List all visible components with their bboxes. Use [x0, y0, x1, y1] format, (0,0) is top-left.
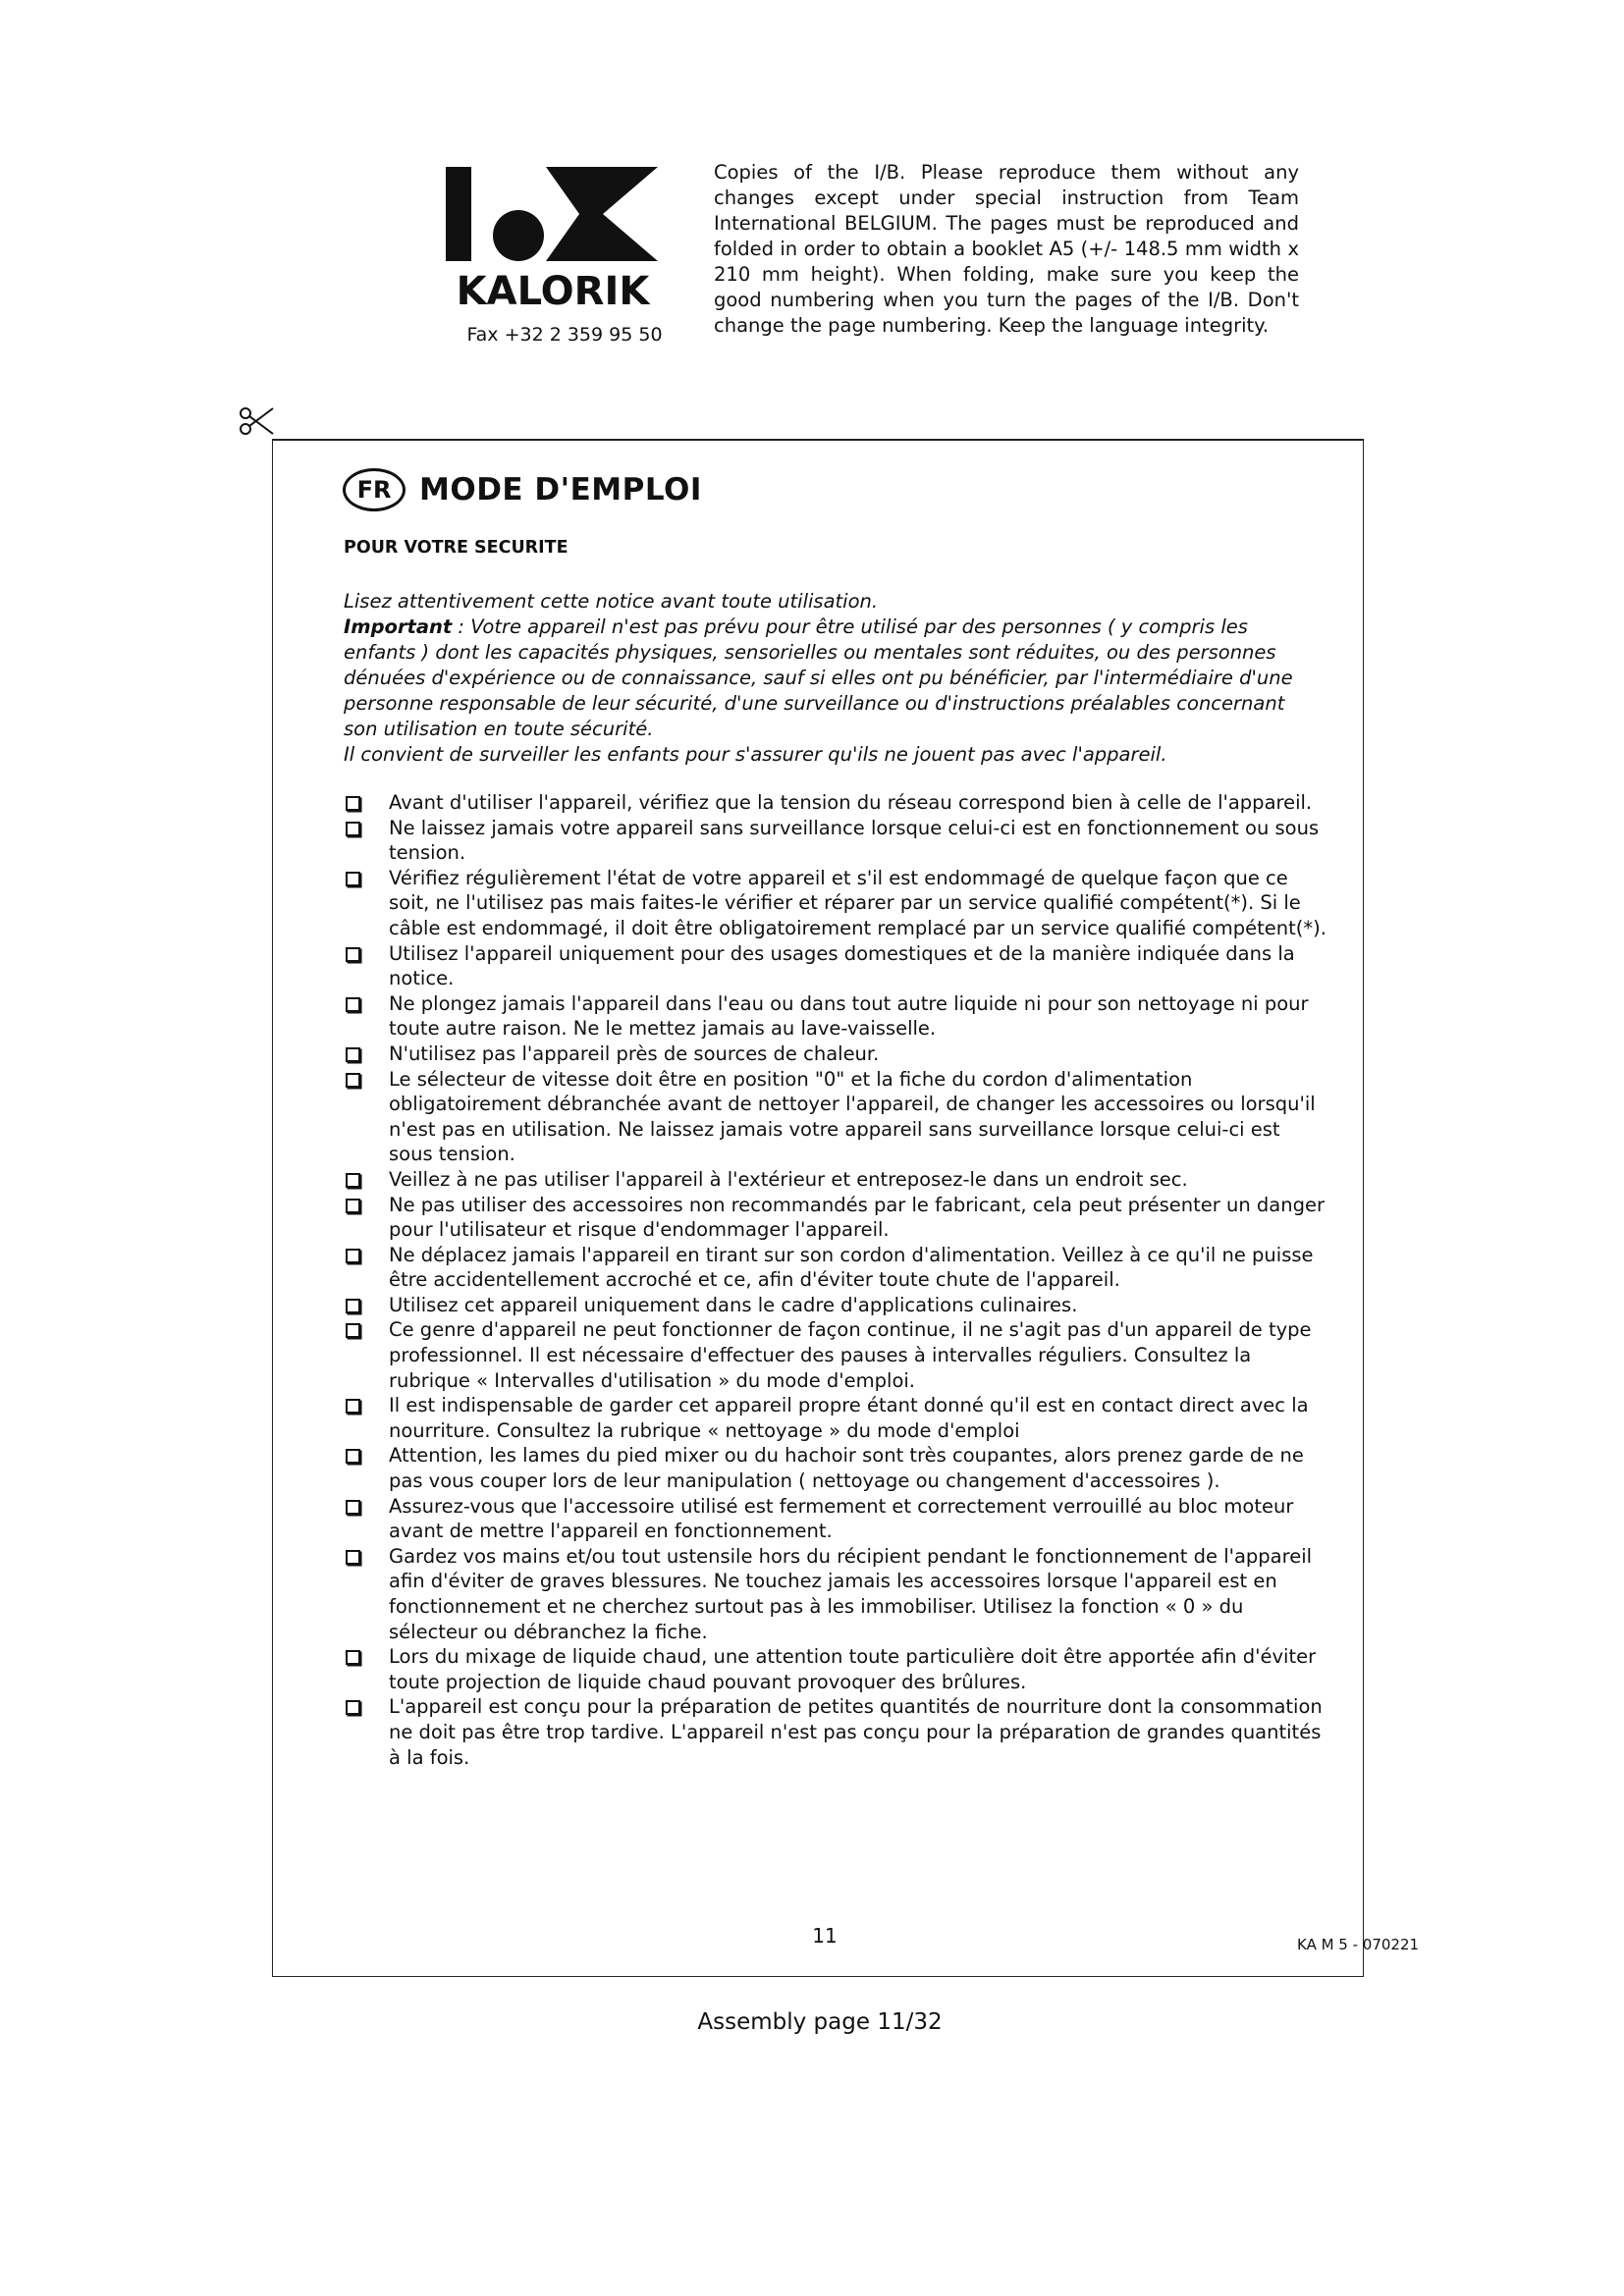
checkbox-bullet-icon — [346, 1199, 360, 1213]
checkbox-bullet-icon — [346, 1550, 360, 1565]
list-item — [344, 1067, 1328, 1167]
list-item-text: Ne plongez jamais l'appareil dans l'eau ou dans tout autre liquide ni pour son nettoyage ni pour toute autre raison. Ne le mettez jamais au lave-vaisselle. — [389, 991, 1309, 1041]
safety-instructions — [344, 790, 1328, 1770]
list-item-text: Utilisez cet appareil uniquement dans le cadre d'applications culinaires. — [389, 1293, 1078, 1316]
list-item — [344, 1694, 1328, 1770]
checkbox-bullet-icon — [346, 822, 360, 836]
list-item-text: L'appareil est conçu pour la préparation de petites quantités de nourriture dont la consommation ne doit pas être trop tardive. L'appareil n'est pas conçu pour la préparation de grandes quantités à la fois. — [389, 1695, 1323, 1769]
list-item — [344, 1167, 1328, 1193]
page-number: 11 — [812, 1924, 838, 1948]
intro-paragraph — [344, 589, 1301, 768]
list-item-text: Ne déplacez jamais l'appareil en tirant sur son cordon d'alimentation. Veillez à ce qu'il ne puisse être accidentellement accroché et ce, afin d'éviter toute chute de l'appareil. — [389, 1243, 1314, 1292]
kalorik-logo — [444, 165, 662, 312]
list-item-text: Ce genre d'appareil ne peut fonctionner de façon continue, il ne s'agit pas d'un appareil de type professionnel. Il est nécessaire d'effectuer des pauses à intervalles réguliers. Consultez la rubrique « Intervalles d'utilisation » du mode d'emploi. — [389, 1318, 1312, 1392]
list-item — [344, 991, 1328, 1041]
copies-note: Copies of the I/B. Please reproduce them without any changes except under special instruction from Team International BELGIUM. The pages must be reproduced and folded in order to obtain a booklet A5 (+/- 148.5 mm width x 210 mm height). When folding, make sure you keep the good numbering when you turn the pages of the I/B. Don't change the page numbering. Keep the language integrity. — [714, 161, 1299, 337]
checkbox-bullet-icon — [346, 872, 360, 886]
list-item-text: Vérifiez régulièrement l'état de votre appareil et s'il est endommagé de quelque façon que ce soit, ne l'utilisez pas mais faites-le vérifier et réparer par un service qualifié compétent(*). Si le câble est endommagé, il doit être obligatoirement remplacé par un service qualifié compétent(*). — [389, 866, 1326, 939]
assembly-page-label: Assembly page 11/32 — [697, 2009, 943, 2035]
list-item-text: Ne pas utiliser des accessoires non recommandés par le fabricant, cela peut présenter un danger pour l'utilisateur et risque d'endommager l'appareil. — [389, 1193, 1325, 1242]
list-item-text: Utilisez l'appareil uniquement pour des usages domestiques et de la manière indiquée dans la notice. — [389, 941, 1295, 990]
checkbox-bullet-icon — [346, 796, 360, 811]
page-title: MODE D'EMPLOI — [419, 472, 702, 507]
checkbox-bullet-icon — [346, 1650, 360, 1665]
safety-heading: POUR VOTRE SECURITE — [344, 538, 568, 558]
list-item-text: Avant d'utiliser l'appareil, vérifiez que la tension du réseau correspond bien à celle de l'appareil. — [389, 791, 1313, 814]
list-item — [344, 941, 1328, 991]
list-item-text: Le sélecteur de vitesse doit être en position "0" et la fiche du cordon d'alimentation obligatoirement débranchée avant de nettoyer l'appareil, de changer les accessoires ou lorsqu'il n'est pas en utilisation. Ne laissez jamais votre appareil sans surveillance lorsque celui-ci est sous tension. — [389, 1067, 1316, 1166]
checkbox-bullet-icon — [346, 1399, 360, 1414]
list-item — [344, 1317, 1328, 1393]
list-item-text: Attention, les lames du pied mixer ou du hachoir sont très coupantes, alors prenez garde de ne pas vous couper lors de leur manipulation ( nettoyage ou changement d'accessoires ). — [389, 1444, 1304, 1493]
intro-line: Lisez attentivement cette notice avant toute utilisation. — [344, 590, 879, 613]
checkbox-bullet-icon — [346, 1449, 360, 1464]
list-item — [344, 1243, 1328, 1293]
list-item-text: Gardez vos mains et/ou tout ustensile hors du récipient pendant le fonctionnement de l'appareil afin d'éviter de graves blessures. Ne touchez jamais les accessoires lorsque l'appareil est en fonctionnement et ne cherchez surtout pas à les immobiliser. Utilisez la fonction « 0 » du sélecteur ou débranchez la fiche. — [389, 1544, 1313, 1643]
list-item-text: Ne laissez jamais votre appareil sans surveillance lorsque celui-ci est en fonctionnement ou sous tension. — [389, 816, 1320, 865]
language-badge: FR — [343, 468, 406, 511]
checkbox-bullet-icon — [346, 1249, 360, 1263]
list-item — [344, 1393, 1328, 1443]
important-note — [344, 614, 1301, 742]
list-item — [344, 1644, 1328, 1694]
svg-text:KALORIK: KALORIK — [456, 269, 650, 312]
list-item — [344, 1041, 1328, 1067]
list-item — [344, 1494, 1328, 1544]
section-heading — [343, 464, 702, 515]
checkbox-bullet-icon — [346, 1073, 360, 1088]
list-item — [344, 816, 1328, 866]
document-code: KA M 5 - 070221 — [1297, 1936, 1420, 1953]
list-item-text: Lors du mixage de liquide chaud, une attention toute particulière doit être apportée afin d'éviter toute projection de liquide chaud pouvant provoquer des brûlures. — [389, 1645, 1317, 1693]
checkbox-bullet-icon — [346, 1700, 360, 1715]
list-item-text: Il est indispensable de garder cet appareil propre étant donné qu'il est en contact direct avec la nourriture. Consultez la rubrique « nettoyage » du mode d'emploi — [389, 1394, 1309, 1442]
checkbox-bullet-icon — [346, 997, 360, 1012]
checkbox-bullet-icon — [346, 1323, 360, 1338]
checkbox-bullet-icon — [346, 1299, 360, 1313]
list-item-text: Assurez-vous que l'accessoire utilisé est fermement et correctement verrouillé au bloc moteur avant de mettre l'appareil en fonctionnement. — [389, 1494, 1294, 1543]
list-item-text: N'utilisez pas l'appareil près de sources de chaleur. — [389, 1041, 880, 1065]
checkbox-bullet-icon — [346, 1173, 360, 1188]
important-label: Important — [344, 615, 453, 638]
list-item — [344, 1544, 1328, 1644]
list-item — [344, 790, 1328, 816]
checkbox-bullet-icon — [346, 947, 360, 962]
list-item — [344, 1293, 1328, 1318]
scissors-icon — [238, 404, 275, 438]
fax-number: Fax +32 2 359 95 50 — [466, 324, 663, 346]
important-text: : Votre appareil n'est pas prévu pour être utilisé par des personnes ( y compris les enfants ) dont les capacités physiques, sensorielles ou mentales sont réduites, ou des personnes dénuées d'expérience ou de connaissance, sauf si elles ont pu bénéficier, par l'intermédiaire d'une personne responsable de leur sécurité, d'une surveillance ou d'instructions préalables concernant son utilisation en toute sécurité. — [344, 615, 1293, 740]
supervision-note: Il convient de surveiller les enfants pour s'assurer qu'ils ne jouent pas avec l'appareil. — [344, 743, 1167, 766]
list-item — [344, 1443, 1328, 1493]
list-item — [344, 1193, 1328, 1243]
checkbox-bullet-icon — [346, 1500, 360, 1515]
checkbox-bullet-icon — [346, 1047, 360, 1062]
list-item — [344, 866, 1328, 941]
list-item-text: Veillez à ne pas utiliser l'appareil à l'extérieur et entreposez-le dans un endroit sec. — [389, 1167, 1188, 1191]
